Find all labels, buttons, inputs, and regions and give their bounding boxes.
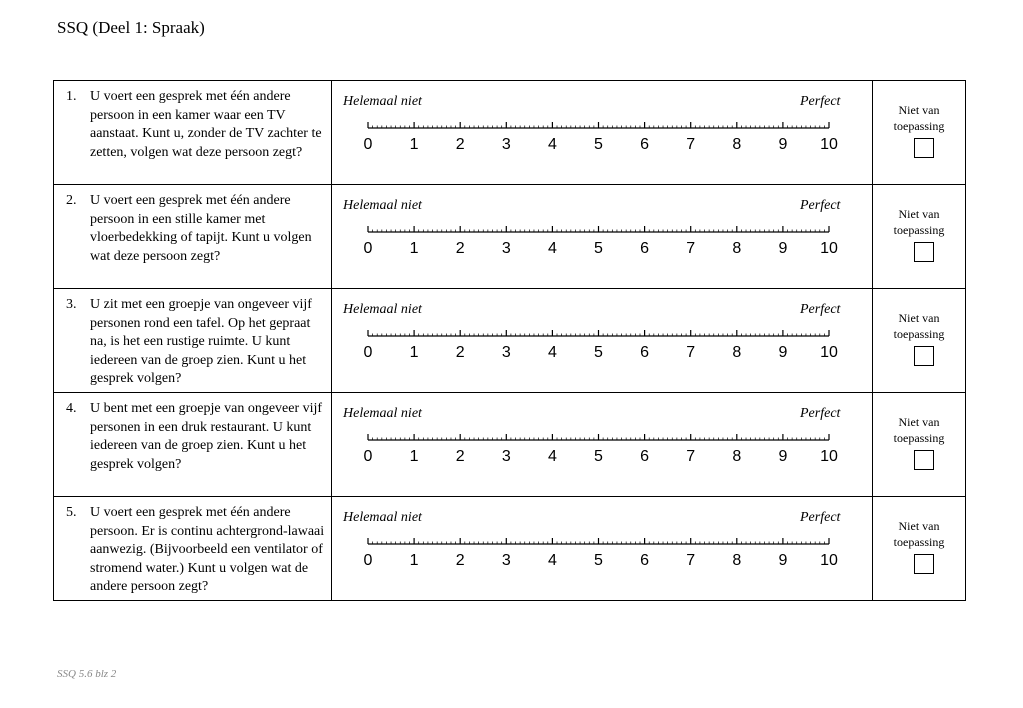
rating-scale-cell [332,393,873,497]
not-applicable-label [873,206,965,238]
question-text: U voert een gesprek met één andere persoon in een stille kamer met vloerbedekking of tapijt. Kunt u volgen wat deze persoon zegt? [90,193,312,264]
scale-tick-label: 3 [501,240,511,257]
scale-right-label: Perfect [800,302,841,317]
scale-tick-label: 2 [455,552,465,569]
page-footer: SSQ 5.6 blz 2 [57,668,117,680]
scale-tick-label: 1 [409,552,419,569]
scale-tick-label: 1 [409,136,419,153]
scale-tick-label: 4 [547,136,557,153]
question-text: U zit met een groepje van ongeveer vijf personen rond een tafel. Op het gepraat na, is het een rustige ruimte. U kunt iedereen van de groep zien. Kunt u het gesprek volgen? [90,297,312,386]
scale-tick-label: 6 [640,552,650,569]
not-applicable-checkbox[interactable] [914,346,934,366]
scale-tick-label: 4 [547,552,557,569]
scale-tick-label: 8 [732,240,742,257]
questionnaire-table [53,80,966,601]
not-applicable-label-line1: Niet van [898,103,940,117]
rating-scale-cell [332,289,873,393]
question-row [54,81,966,185]
scale-left-label: Helemaal niet [343,94,422,109]
scale-tick-label: 1 [409,448,419,465]
not-applicable-label [873,310,965,342]
scale-tick-label: 9 [778,240,788,257]
scale-tick-label: 9 [778,552,788,569]
scale-tick-label: 7 [686,344,696,361]
not-applicable-label-line2: toepassing [893,327,945,341]
scale-tick-label: 1 [409,240,419,257]
rating-scale[interactable] [332,81,872,184]
scale-tick-label: 10 [820,448,838,465]
not-applicable-label-line1: Niet van [898,415,940,429]
question-text: U voert een gesprek met één andere persoon in een kamer waar een TV aanstaat. Kunt u, zonder de TV zachter te zetten, volgen wat deze persoon zegt? [90,89,322,160]
scale-tick-label: 9 [778,448,788,465]
scale-right-label: Perfect [800,94,841,109]
question-cell [54,81,332,185]
scale-tick-label: 6 [640,240,650,257]
scale-right-label: Perfect [800,510,841,525]
scale-tick-label: 2 [455,448,465,465]
rating-scale-cell [332,185,873,289]
question-number: 3. [66,297,77,312]
not-applicable-label-line1: Niet van [898,311,940,325]
not-applicable-cell [873,81,966,185]
question-number: 2. [66,193,77,208]
not-applicable-cell [873,289,966,393]
scale-tick-label: 0 [363,448,373,465]
scale-tick-label: 0 [363,344,373,361]
scale-tick-label: 0 [363,240,373,257]
scale-tick-label: 5 [594,344,603,361]
not-applicable-label [873,102,965,134]
scale-tick-label: 2 [455,344,465,361]
question-cell [54,185,332,289]
question-cell [54,289,332,393]
scale-right-label: Perfect [800,198,841,213]
rating-scale[interactable] [332,185,872,288]
scale-tick-label: 1 [409,344,419,361]
scale-tick-label: 6 [640,448,650,465]
question-row [54,289,966,393]
not-applicable-cell [873,185,966,289]
not-applicable-label-line1: Niet van [898,519,940,533]
not-applicable-label-line1: Niet van [898,207,940,221]
not-applicable-cell [873,393,966,497]
scale-tick-label: 8 [732,136,742,153]
scale-tick-label: 7 [686,240,696,257]
scale-tick-label: 3 [501,136,511,153]
question-row [54,393,966,497]
question-cell [54,497,332,601]
question-text: U bent met een groepje van ongeveer vijf personen in een druk restaurant. U kunt iedereen van de groep zien. Kunt u het gesprek volgen? [90,401,323,472]
scale-left-label: Helemaal niet [343,198,422,213]
scale-tick-label: 4 [547,344,557,361]
scale-tick-label: 8 [732,552,742,569]
scale-tick-label: 3 [501,448,511,465]
scale-tick-label: 3 [501,552,511,569]
scale-tick-label: 2 [455,136,465,153]
scale-tick-label: 8 [732,344,742,361]
scale-tick-label: 9 [778,136,788,153]
question-row [54,497,966,601]
not-applicable-checkbox[interactable] [914,554,934,574]
not-applicable-label-line2: toepassing [893,119,945,133]
scale-left-label: Helemaal niet [343,302,422,317]
question-number: 4. [66,401,77,416]
rating-scale-cell [332,81,873,185]
rating-scale[interactable] [332,289,872,392]
page-title: SSQ (Deel 1: Spraak) [57,18,205,37]
rating-scale[interactable] [332,497,872,600]
scale-tick-label: 10 [820,136,838,153]
scale-tick-label: 7 [686,552,696,569]
scale-tick-label: 2 [455,240,465,257]
not-applicable-checkbox[interactable] [914,242,934,262]
not-applicable-label [873,518,965,550]
scale-left-label: Helemaal niet [343,406,422,421]
scale-tick-label: 10 [820,344,838,361]
not-applicable-checkbox[interactable] [914,138,934,158]
question-rows [54,81,966,601]
scale-tick-label: 8 [732,448,742,465]
scale-tick-label: 5 [594,552,603,569]
scale-left-label: Helemaal niet [343,510,422,525]
scale-tick-label: 9 [778,344,788,361]
scale-tick-label: 0 [363,552,373,569]
question-cell [54,393,332,497]
question-text: U voert een gesprek met één andere persoon. Er is continu achtergrond-lawaai aanwezig. (Bijvoorbeeld een ventilator of stromend water.) Kunt u volgen wat de andere persoon zegt? [90,505,325,594]
scale-tick-label: 6 [640,344,650,361]
question-number: 5. [66,505,77,520]
not-applicable-cell [873,497,966,601]
scale-tick-label: 7 [686,136,696,153]
scale-tick-label: 5 [594,240,603,257]
not-applicable-label [873,414,965,446]
scale-tick-label: 6 [640,136,650,153]
question-number: 1. [66,89,77,104]
scale-tick-label: 4 [547,240,557,257]
question-row [54,185,966,289]
rating-scale[interactable] [332,393,872,496]
scale-tick-label: 10 [820,240,838,257]
scale-tick-label: 5 [594,136,603,153]
scale-tick-label: 4 [547,448,557,465]
scale-tick-label: 10 [820,552,838,569]
not-applicable-label-line2: toepassing [893,535,945,549]
not-applicable-label-line2: toepassing [893,223,945,237]
scale-tick-label: 7 [686,448,696,465]
rating-scale-cell [332,497,873,601]
scale-right-label: Perfect [800,406,841,421]
scale-tick-label: 3 [501,344,511,361]
not-applicable-label-line2: toepassing [893,431,945,445]
not-applicable-checkbox[interactable] [914,450,934,470]
scale-tick-label: 5 [594,448,603,465]
scale-tick-label: 0 [363,136,373,153]
